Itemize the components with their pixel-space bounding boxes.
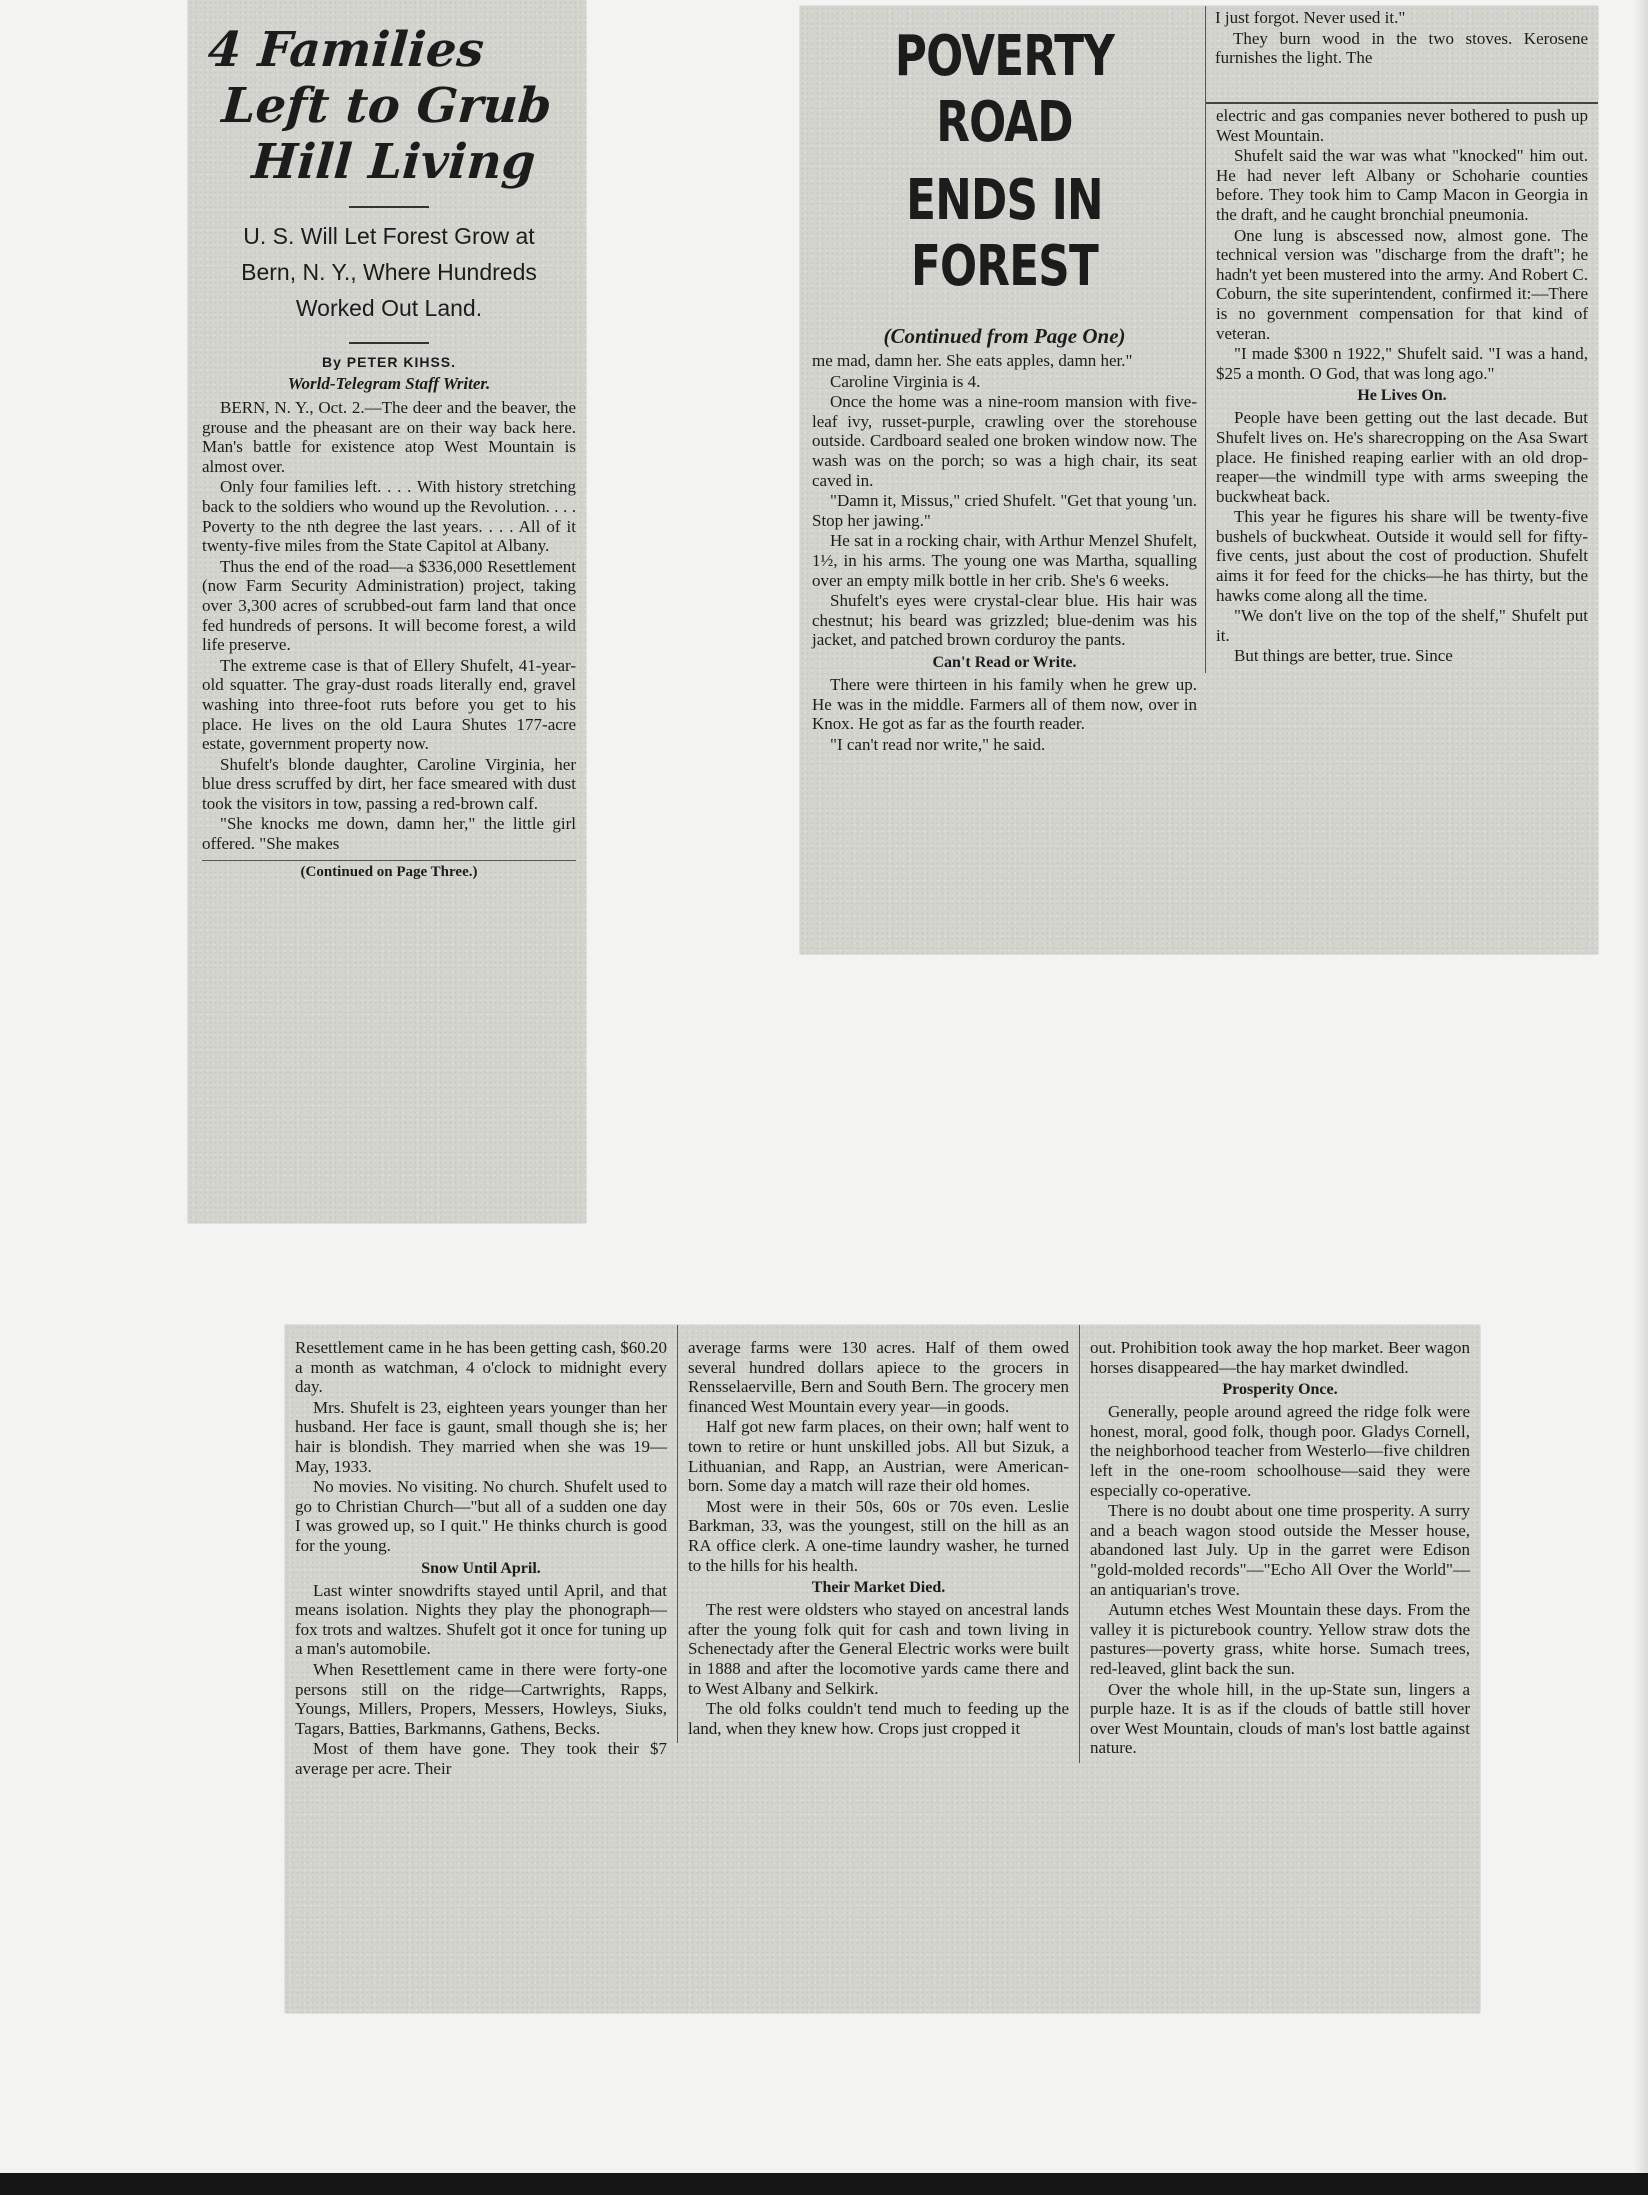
article-paragraph: Autumn etches West Mountain these days. From the valley it is picturebook country. Yellow straw dots the pastures—poverty grass, white horse. Sumach trees, red-leaved, glint back the sun. <box>1090 1600 1470 1678</box>
article-paragraph: People have been getting out the last decade. But Shufelt lives on. He's sharecropping on the Asa Swart place. He finished reaping earlier with an old drop-reaper—the windmill type with arms sweeping the buckwheat back. <box>1216 408 1588 506</box>
article-paragraph: No movies. No visiting. No church. Shufelt used to go to Christian Church—"but all of a sudden one day I was growed up, so I quit." He thinks church is good for the young. <box>295 1477 667 1555</box>
article-paragraph: The old folks couldn't tend much to feeding up the land, when they knew how. Crops just cropped it <box>688 1699 1069 1738</box>
article-paragraph: Shufelt's blonde daughter, Caroline Virginia, her blue dress scruffed by dirt, her face smeared with dust took the visitors in tow, passing a red-brown calf. <box>202 754 576 813</box>
column-3 <box>1079 1325 1480 1763</box>
article-paragraph: Over the whole hill, in the up-State sun, lingers a purple haze. It is as if the clouds of battle still hover over West Mountain, clouds of man's lost battle against nature. <box>1090 1679 1470 1758</box>
article-paragraph: "I can't read nor write," he said. <box>830 734 1046 754</box>
deck-line-1: U. S. Will Let Forest Grow at <box>243 223 535 249</box>
article-paragraph: "Damn it, Missus," cried Shufelt. "Get that young 'un. Stop her jawing." <box>812 491 1197 530</box>
article-paragraph: There is no doubt about one time prosperity. A surry and a beach wagon stood outside the Messer house, abandoned last July. Up in the garret were Edison "gold-molded records"—"Echo All Over the World"—an antiquarian's trove. <box>1090 1501 1470 1599</box>
column-right <box>1205 6 1598 673</box>
article-paragraph: Mrs. Shufelt is 23, eighteen years younger than her husband. Her face is gaunt, small though she is; her hair is blondish. They married when she was 19—May, 1933. <box>295 1397 667 1476</box>
article-paragraph: But things are better, true. Since <box>1234 646 1453 666</box>
article-paragraph: average farms were 130 acres. Half of them owed several hundred dollars apiece to the grocers in Rensselaerville, Bern and South Bern. The grocery men financed West Mountain every year—in goods. <box>688 1338 1069 1416</box>
subhead: He Lives On. <box>1357 387 1447 405</box>
article-paragraph: He sat in a rocking chair, with Arthur Menzel Shufelt, 1½, in his arms. The young one was Martha, squalling over an empty milk bottle in her crib. She's 6 weeks. <box>812 531 1197 590</box>
column-2 <box>677 1325 1079 1743</box>
page-edge-shadow <box>1634 0 1648 2173</box>
article-paragraph: The rest were oldsters who stayed on ancestral lands after the young folk quit for cash and town living in Schenectady after the General Electric works were built in 1888 and after the locomotive yards came there and to West Albany and Selkirk. <box>688 1600 1069 1698</box>
article-paragraph: BERN, N. Y., Oct. 2.—The deer and the beaver, the grouse and the pheasant are on their way back here. Man's battle for existence atop West Mountain is almost over. <box>202 398 576 476</box>
subhead: Snow Until April. <box>421 1559 541 1577</box>
continued-from-note: (Continued from Page One) <box>883 324 1126 348</box>
staff-credit: World-Telegram Staff Writer. <box>287 374 491 393</box>
article-paragraph: This year he figures his share will be twenty-five bushels of buckwheat. Outside it would sell for fifty-five cents, just about the cost of production. Shufelt aims it for feed for the chicks—he has thirty, but the hawks come along all the time. <box>1216 507 1588 605</box>
subhead: Can't Read or Write. <box>932 653 1077 671</box>
article-paragraph: Only four families left. . . . With history stretching back to the soldiers who wound up the Revolution. . . . Poverty to the nth degree the last years. . . . All of it twenty-five miles from the State Capitol at Albany. <box>202 477 576 556</box>
article-paragraph: electric and gas companies never bothered to push up West Mountain. <box>1216 106 1588 145</box>
headline-line-1: 4 Families <box>206 22 486 78</box>
headline-line-1: POVERTY ROAD <box>894 24 1115 155</box>
headline-line-2: ENDS IN FOREST <box>906 168 1103 299</box>
page-binding-edge <box>0 2173 1648 2195</box>
deck-line-3: Worked Out Land. <box>295 295 483 321</box>
article-paragraph: Shufelt said the war was what "knocked" him out. He had never left Albany or Schoharie counties before. They took him to Camp Macon in Georgia in the draft, and he caught bronchial pneumonia. <box>1216 146 1588 224</box>
clipping-continued-page-three <box>285 1325 1480 2013</box>
byline: By PETER KIHSS. <box>321 354 457 370</box>
article-paragraph: One lung is abscessed now, almost gone. The technical version was "discharge from the draft"; he hadn't yet been mustered into the army. And Robert C. Coburn, the site superintendent, confirmed it:—There is no government compensation for that kind of veteran. <box>1216 225 1588 343</box>
continued-note: (Continued on Page Three.) <box>202 860 576 881</box>
article-paragraph: When Resettlement came in there were forty-one persons still on the ridge—Cartwrights, Rapps, Youngs, Millers, Propers, Messers, Howleys, Siuks, Tagars, Batties, Barkmanns, Gathens, Becks. <box>295 1659 667 1738</box>
article-paragraph: "I made $300 n 1922," Shufelt said. "I was a hand, $25 a month. O God, that was long ago." <box>1216 344 1588 383</box>
column-left <box>800 6 1205 761</box>
article-paragraph: Most of them have gone. They took their $7 average per acre. Their <box>295 1739 667 1778</box>
article-paragraph: The extreme case is that of Ellery Shufelt, 41-year-old squatter. The gray-dust roads literally end, gravel washing into three-foot ruts before you get to his place. He lives on the old Laura Shutes 177-acre estate, government property now. <box>202 655 576 754</box>
article-paragraph: "We don't live on the top of the shelf," Shufelt put it. <box>1216 606 1588 645</box>
headline-line-2: Left to Grub <box>220 78 554 134</box>
article-paragraph: Resettlement came in he has been getting cash, $60.20 a month as watchman, 4 o'clock to midnight every day. <box>295 1338 667 1397</box>
article-paragraph: me mad, damn her. She eats apples, damn her." <box>812 351 1133 370</box>
article-paragraph: Generally, people around agreed the ridge folk were honest, moral, good folk, though poor. Gladys Cornell, the neighborhood teacher from Westerlo—five children left in the one-room schoolhouse—said they were especially co-operative. <box>1090 1402 1470 1500</box>
clipping-poverty-road <box>800 6 1598 954</box>
article-paragraph: Last winter snowdrifts stayed until April, and that means isolation. Nights they play the phonograph—fox trots and waltzes. Shufelt got it once for tuning up a man's automobile. <box>295 1580 667 1659</box>
deck-rule <box>349 342 429 344</box>
article-paragraph: Most were in their 50s, 60s or 70s even. Leslie Barkman, 33, was the youngest, still on the hill as an RA office clerk. A one-time laundry washer, he turned to the hills for his health. <box>688 1496 1069 1575</box>
clipping-four-families <box>188 0 586 1223</box>
subhead: Their Market Died. <box>811 1579 946 1597</box>
article-paragraph: Half got new farm places, on their own; half went to town to retire or hunt unskilled jobs. All but Sizuk, a Lithuanian, and Rapp, an Austrian, were American-born. Some day a match will raze their old homes. <box>688 1417 1069 1496</box>
article-paragraph: Thus the end of the road—a $336,000 Resettlement (now Farm Security Administration) project, taking over 3,300 acres of scrubbed-out farm land that once fed hundreds of persons. It will become forest, a wild life preserve. <box>202 556 576 655</box>
article-paragraph: Once the home was a nine-room mansion with five-leaf ivy, russet-purple, crawling over the storehouse outside. Cardboard sealed one broken window now. The wash was on the porch; so was a high chair, its seat caved in. <box>812 392 1197 490</box>
article-paragraph: "She knocks me down, damn her," the little girl offered. "She makes <box>202 814 576 854</box>
article-paragraph: out. Prohibition took away the hop market. Beer wagon horses disappeared—the hay market dwindled. <box>1090 1338 1470 1377</box>
headline-line-3: Hill Living <box>250 134 538 190</box>
article-paragraph: They burn wood in the two stoves. Kerosene furnishes the light. The <box>1215 28 1588 68</box>
column-1 <box>285 1325 677 1783</box>
article-paragraph: There were thirteen in his family when he grew up. He was in the middle. Farmers all of them now, over in Knox. He got as far as the fourth reader. <box>812 674 1197 734</box>
article-paragraph: I just forgot. Never used it." <box>1215 8 1406 27</box>
deck-line-2: Bern, N. Y., Where Hundreds <box>241 259 537 285</box>
headline-rule <box>349 206 429 208</box>
article-paragraph: Caroline Virginia is 4. <box>830 371 981 391</box>
article-paragraph: Shufelt's eyes were crystal-clear blue. His hair was chestnut; his beard was grizzled; blue-denim was his jacket, and patched brown corduroy the pants. <box>812 591 1197 650</box>
subhead: Prosperity Once. <box>1222 1381 1338 1399</box>
